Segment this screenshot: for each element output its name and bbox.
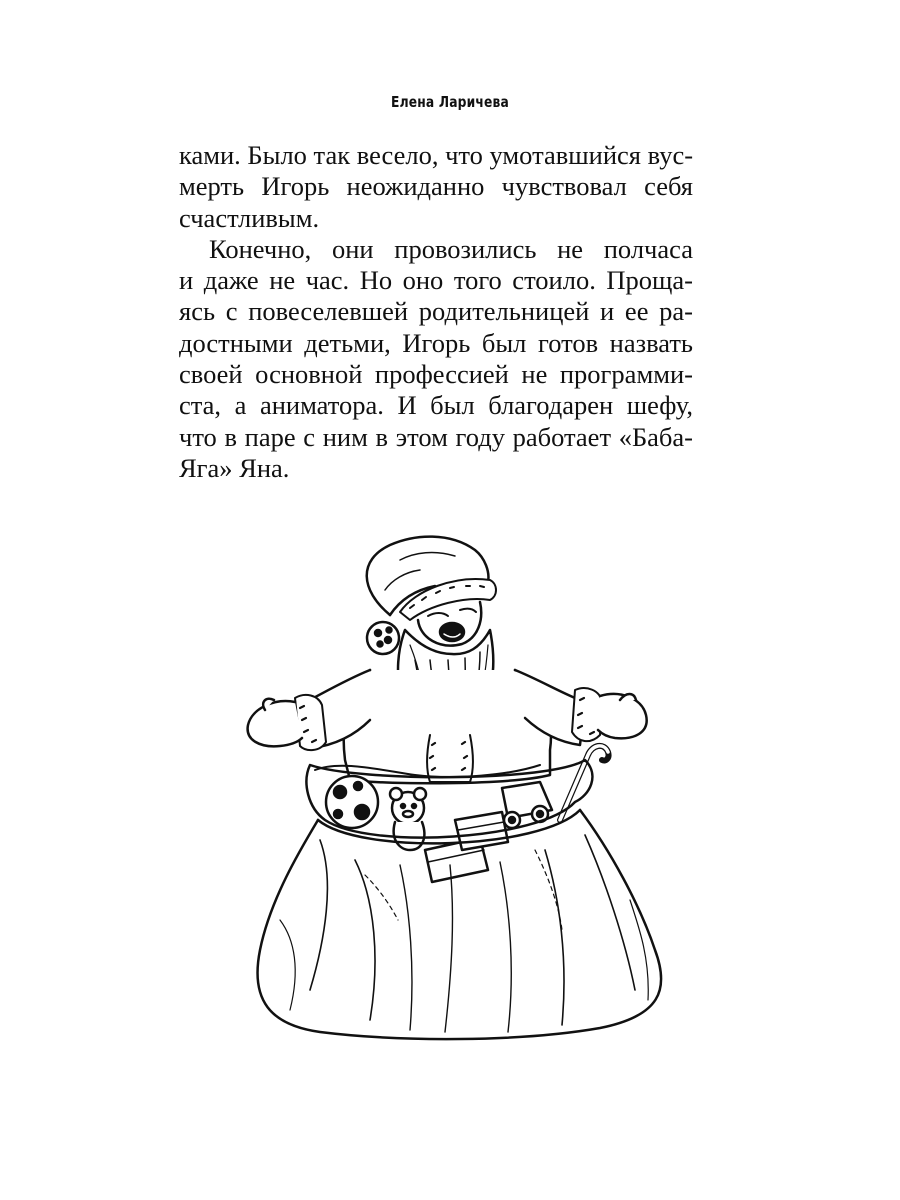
toy-ball-icon <box>326 776 378 828</box>
body-line: ками. Было так весело, что умотавшийся вус- <box>179 140 694 170</box>
body-line: мерть Игорь неожиданно чувствовал себя <box>179 171 693 202</box>
body-line: Яга» Яна. <box>179 452 290 483</box>
body-line: своей основной профессией не программи- <box>179 359 693 390</box>
body-text <box>179 140 693 484</box>
toy-boxes-icon <box>425 812 508 882</box>
running-title: Елена Ларичева <box>391 93 509 111</box>
body-line: и даже не час. Но оно того стоило. Проща- <box>179 265 693 296</box>
body-line: что в паре с ним в этом году работает «Баба- <box>179 421 693 452</box>
body-line: ста, а аниматора. И был благодарен шефу, <box>179 390 693 421</box>
body-line: счастливым. <box>179 202 320 233</box>
toy-sack-icon <box>258 760 662 1039</box>
toy-car-icon <box>502 782 552 828</box>
body-line: достными детьми, Игорь был готов назвать <box>179 327 693 358</box>
santa-claus-with-toy-sack-icon <box>240 520 680 1060</box>
body-line: Конечно, они провозились не полчаса <box>209 233 693 264</box>
body-line: ясь с повеселевшей родительницей и ее ра- <box>179 296 693 327</box>
